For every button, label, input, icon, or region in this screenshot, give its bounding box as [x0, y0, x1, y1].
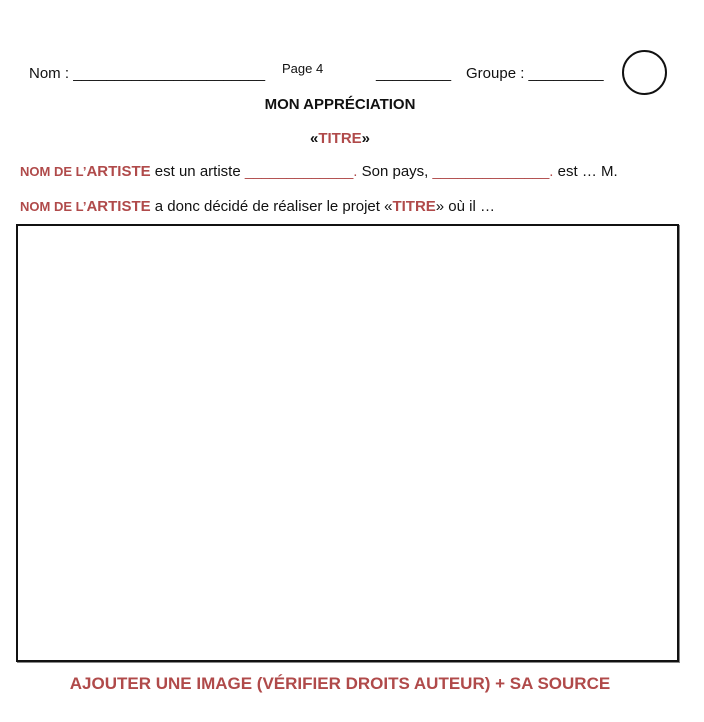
page-title: MON APPRÉCIATION	[264, 96, 416, 113]
artist-prefix: NOM DE L’	[20, 199, 87, 214]
sentence-2-text-b: » où il …	[435, 198, 495, 215]
title-placeholder-text: TITRE	[318, 130, 362, 147]
artist-sentence-1	[20, 163, 618, 180]
page-number: Page 4	[282, 61, 324, 76]
name-field	[29, 65, 265, 82]
artist-prefix: NOM DE L’	[20, 164, 87, 179]
group-label: Groupe :	[466, 65, 525, 82]
sentence-1-text-c: est … M.	[553, 163, 618, 180]
name-label: Nom :	[29, 65, 70, 82]
image-instruction: AJOUTER UNE IMAGE (VÉRIFIER DROITS AUTEUR) + SA SOURCE	[69, 674, 611, 693]
group-field	[466, 65, 604, 82]
group-blank-line[interactable]: _________	[528, 65, 604, 82]
sentence-2-text-a: a donc décidé de réaliser le projet «	[150, 198, 393, 215]
artist-sentence-2	[20, 198, 495, 215]
artist-name-placeholder	[20, 199, 151, 214]
extra-blank-line[interactable]: _________	[376, 65, 452, 82]
sentence-1-text-a: est un artiste	[150, 163, 245, 180]
name-blank-line[interactable]: _______________________	[73, 65, 266, 82]
artist-type-blank[interactable]: _____________.	[244, 163, 358, 180]
artist-name-placeholder	[20, 164, 151, 179]
work-title-placeholder	[0, 130, 680, 147]
artist-word: ARTISTE	[86, 198, 151, 215]
title-reference: TITRE	[392, 198, 436, 215]
grade-circle-icon	[622, 50, 667, 95]
artist-word: ARTISTE	[86, 163, 151, 180]
close-quote: »	[361, 130, 371, 147]
country-blank[interactable]: ______________.	[432, 163, 554, 180]
open-quote: «	[309, 130, 319, 147]
sentence-1-text-b: Son pays,	[357, 163, 433, 180]
image-drop-area[interactable]	[16, 224, 679, 662]
